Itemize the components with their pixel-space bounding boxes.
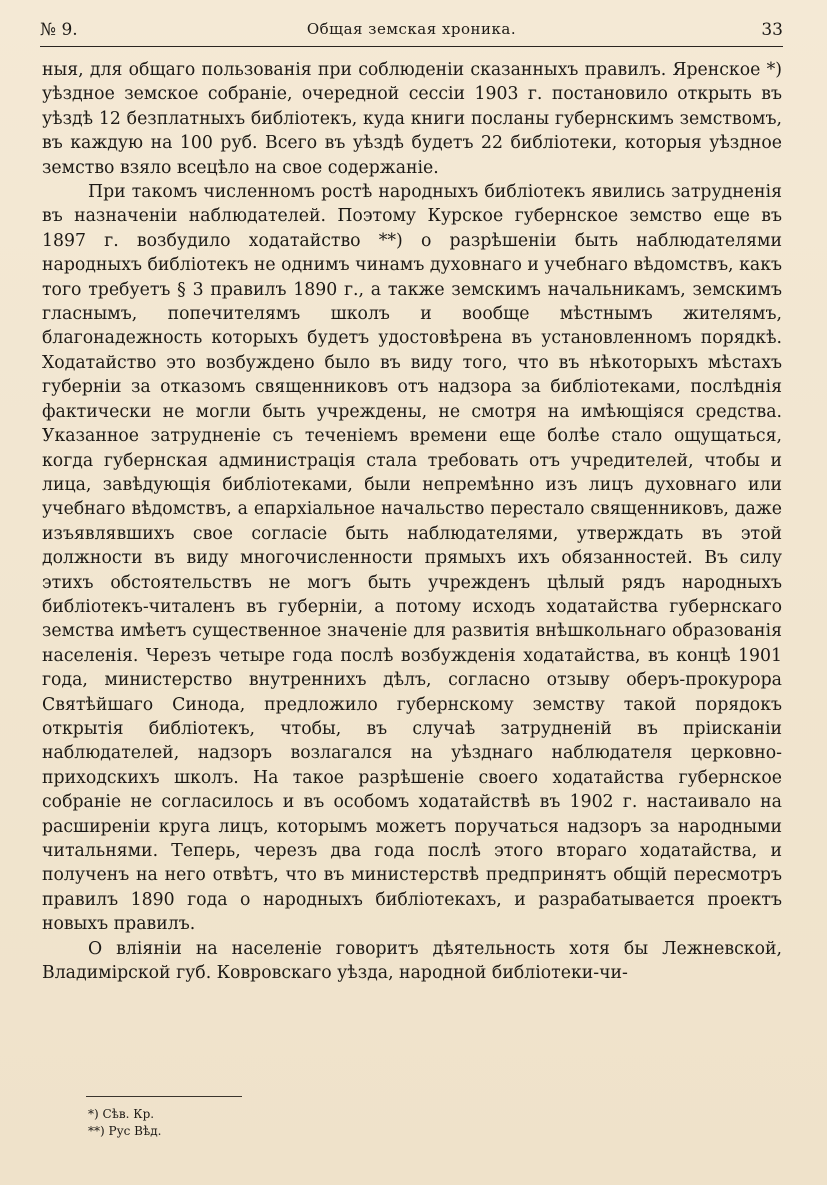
footnote-2: **) Рус Вѣд.: [88, 1124, 162, 1138]
footnotes: [88, 1106, 161, 1140]
paragraph-libraries: При такомъ численномъ ростѣ народныхъ библіотекъ явились затрудненія въ назначеніи наблюдателей. Поэтому Курское губернское земство еще въ 1897 г. возбудило ходатайство **) о разрѣшеніи быть наблюдателями народныхъ библіотекъ не однимъ чинамъ духовнаго и учебнаго вѣдомствъ, какъ того требуетъ § 3 правилъ 1890 г., а также земскимъ начальникамъ, земскимъ гласнымъ, попечителямъ школъ и вообще мѣстнымъ жителямъ, благонадежность которыхъ будетъ удостовѣрена въ установленномъ порядкѣ. Ходатайство это возбуждено было въ виду того, что въ нѣкоторыхъ мѣстахъ губерніи за отказомъ священниковъ отъ надзора за библіотеками, послѣднія фактически не могли быть учреждены, не смотря на имѣющіяся средства. Указанное затрудненіе съ теченіемъ времени еще болѣе стало ощущаться, когда губернская администрація стала требовать отъ учредителей, чтобы и лица, завѣдующія библіотеками, были непремѣнно изъ лицъ духовнаго или учебнаго вѣдомствъ, а епархіальное начальство перестало священниковъ, даже изъявлявшихъ свое согласіе быть наблюдателями, утверждать въ этой должности въ виду многочисленности прямыхъ ихъ обязанностей. Въ силу этихъ обстоятельствъ не могъ быть учрежденъ цѣлый рядъ народныхъ библіотекъ-читаленъ въ губерніи, а потому исходъ ходатайства губернскаго земства имѣетъ существенное значеніе для развитія внѣшкольнаго образованія населенія. Черезъ четыре года послѣ возбужденія ходатайства, въ концѣ 1901 года, министерство внутреннихъ дѣлъ, согласно отзыву оберъ-прокурора Святѣйшаго Синода, предложило губернскому земству такой порядокъ открытія библіотекъ, чтобы, въ случаѣ затрудненій въ пріисканіи наблюдателей, надзоръ возлагался на уѣзднаго наблюдателя церковно-приходскихъ школъ. На такое разрѣшеніе своего ходатайства губернское собраніе не согласилось и въ особомъ ходатайствѣ въ 1902 г. настаивало на расширеніи круга лицъ, которымъ можетъ поручаться надзоръ за народными читальнями. Теперь, черезъ два года послѣ этого втораго ходатайства, и полученъ на него отвѣтъ, что въ министерствѣ предпринятъ общій пересмотръ правилъ 1890 года о народныхъ библіотекахъ, и разрабатывается проектъ новыхъ правилъ.: [42, 182, 782, 935]
footnote-1: *) Сѣв. Кр.: [88, 1107, 155, 1121]
main-text: [42, 58, 782, 985]
paragraph-continuation: ныя, для общаго пользованія при соблюденіи сказанныхъ правилъ. Яренское *) уѣздное земское собраніе, очередной сессіи 1903 г. постановило открыть въ уѣздѣ 12 безплатныхъ библіотекъ, куда книги посланы губернскимъ земствомъ, въ каждую на 100 руб. Всего въ уѣздѣ будетъ 22 библіотеки, которыя уѣздное земство взяло всецѣло на свое содержаніе.: [42, 60, 782, 178]
issue-number: № 9.: [40, 20, 78, 40]
paragraph-influence: О вліяніи на населеніе говоритъ дѣятельность хотя бы Лежневской, Владимірской губ. Ковровскаго уѣзда, народной библіотеки-чи-: [42, 938, 782, 984]
header-rule: [40, 46, 783, 47]
page-title: Общая земская хроника.: [306, 20, 517, 38]
footnote-rule: [86, 1096, 242, 1097]
running-header: [40, 20, 783, 46]
page-number: 33: [761, 20, 783, 40]
